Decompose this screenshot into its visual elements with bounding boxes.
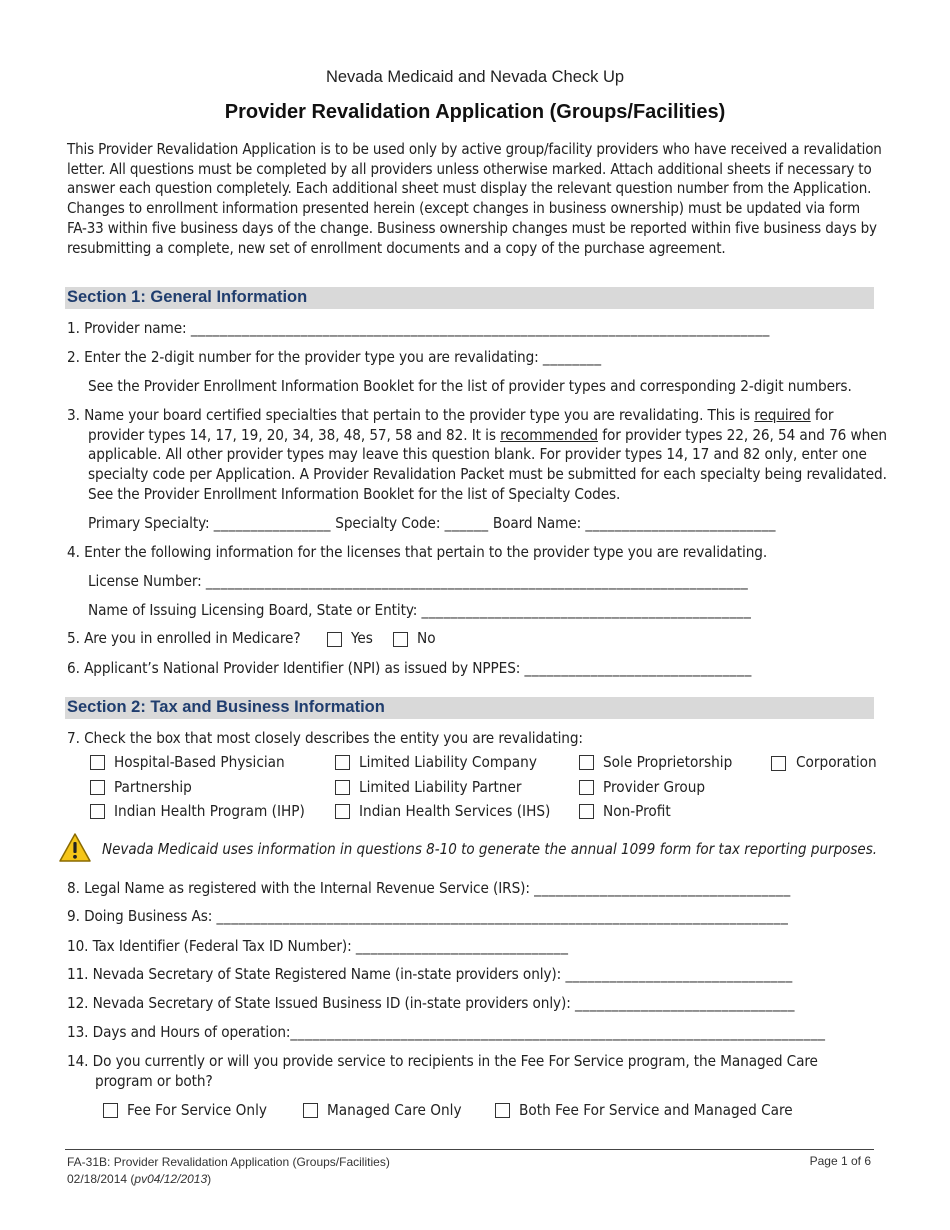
q11-label: 11. Nevada Secretary of State Registered Name (in-state providers only): [67, 965, 562, 983]
q3-specialties [67, 406, 887, 505]
q6-label: 6. Applicant’s National Provider Identifier (NPI) as issued by NPPES: [67, 659, 521, 677]
entity-hospital-physician-label: Hospital-Based Physician [114, 753, 285, 771]
q3-text-c: for provider types 22, 26, 54 and 76 when applicable. All other provider types may leave this question blank. For provider types 14, 17 and 82 only, enter one specialty code per Application. A Provider Revalidation Packet must be submitted for each specialty being revalidated. See the Provider Enrollment Information Booklet for the list of Specialty Codes. [88, 425, 887, 503]
q3-required: required [754, 406, 811, 424]
entity-ihs-checkbox[interactable] [335, 804, 350, 819]
q3-text-a: 3. Name your board certified specialties that pertain to the provider type you are revalidating. This is [67, 406, 755, 424]
q3-text-b: for provider types 14, 17, 19, 20, 34, 38, 48, 57, 58 and 82. It is [88, 406, 834, 444]
section-1-header [65, 287, 874, 309]
issuing-board-fill[interactable]: _____________________________________________ [421, 601, 752, 619]
footer-rule [65, 1149, 874, 1150]
q1-provider-name[interactable] [67, 319, 770, 337]
q8-fill-line[interactable]: ___________________________________ [534, 879, 791, 897]
q10-fill-line[interactable]: _____________________________ [355, 937, 569, 955]
entity-sole-proprietorship-checkbox[interactable] [579, 755, 594, 770]
q9-fill-line[interactable]: ______________________________________________________________________________ [216, 907, 789, 925]
entity-corporation-label: Corporation [796, 753, 877, 771]
board-name-fill[interactable]: __________________________ [585, 514, 776, 532]
q6-fill-line[interactable]: _______________________________ [524, 659, 752, 677]
entity-hospital-physician-checkbox[interactable] [90, 755, 105, 770]
q11-fill-line[interactable]: _______________________________ [565, 965, 793, 983]
entity-llc-checkbox[interactable] [335, 755, 350, 770]
q9-label: 9. Doing Business As: [67, 907, 213, 925]
q8-label: 8. Legal Name as registered with the Internal Revenue Service (IRS): [67, 879, 530, 897]
q10-label: 10. Tax Identifier (Federal Tax ID Number): [67, 937, 352, 955]
entity-non-profit-label: Non-Profit [603, 802, 671, 820]
q1-fill-line[interactable]: _______________________________________________________________________________ [190, 319, 770, 337]
intro-paragraph: This Provider Revalidation Application is to be used only by active group/facility providers who have received a revalidation letter. All questions must be completed by all providers unless otherwise marked. Attach additional sheets if necessary to answer each question completely. Each additional sheet must display the relevant question number from the Application. Changes to enrollment information presented herein (except changes in business ownership) must be updated via form FA-33 within five business days of the change. Business ownership changes must be reported within five business days by resubmitting a complete, new set of enrollment documents and a copy of the purchase agreement. [67, 140, 882, 257]
q3-recommended: recommended [500, 425, 599, 444]
q2-label: 2. Enter the 2-digit number for the provider type you are revalidating: [67, 348, 539, 366]
medicare-yes-label: Yes [351, 629, 373, 647]
q10-tax-id[interactable] [67, 937, 568, 955]
q13-hours[interactable] [67, 1023, 826, 1041]
medicare-no-label: No [417, 629, 436, 647]
entity-partnership-label: Partnership [114, 778, 192, 796]
q12-label: 12. Nevada Secretary of State Issued Business ID (in-state providers only): [67, 994, 571, 1012]
q2-provider-type[interactable] [67, 348, 602, 366]
tax-notice: Nevada Medicaid uses information in questions 8-10 to generate the annual 1099 form for tax reporting purposes. [102, 840, 878, 858]
section-1-title: Section 1: General Information [67, 288, 308, 306]
footer-page-number: Page 1 of 6 [809, 1154, 871, 1168]
form-title: Provider Revalidation Application (Groups/Facilities) [224, 101, 726, 123]
entity-provider-group-label: Provider Group [603, 778, 706, 796]
entity-ihp-label: Indian Health Program (IHP) [114, 802, 305, 820]
license-number-row[interactable] [88, 572, 748, 590]
section-2-header [65, 697, 874, 719]
q14-program [67, 1052, 857, 1091]
q13-label: 13. Days and Hours of operation: [67, 1023, 291, 1041]
primary-specialty-fill[interactable]: ________________ [213, 514, 332, 532]
footer-prev-version: pv04/12/2013 [134, 1172, 208, 1186]
program-both-label: Both Fee For Service and Managed Care [519, 1101, 793, 1119]
section-2-title: Section 2: Tax and Business Information [67, 698, 385, 716]
footer-form-info [67, 1154, 390, 1188]
q13-fill-line[interactable]: _________________________________________________________________________ [290, 1023, 826, 1041]
issuing-board-label: Name of Issuing Licensing Board, State or Entity: [88, 601, 418, 619]
specialty-code-fill[interactable]: ______ [444, 514, 489, 532]
specialty-row[interactable] [88, 514, 776, 532]
warning-icon [58, 832, 92, 864]
entity-non-profit-checkbox[interactable] [579, 804, 594, 819]
q9-dba[interactable] [67, 907, 788, 925]
entity-corporation-checkbox[interactable] [771, 756, 786, 771]
entity-partnership-checkbox[interactable] [90, 780, 105, 795]
q11-sos-name[interactable] [67, 965, 793, 983]
program-managed-care-label: Managed Care Only [327, 1101, 462, 1119]
footer-form-name: FA-31B: Provider Revalidation Application (Groups/Facilities) [67, 1155, 390, 1169]
medicare-yes-checkbox[interactable] [327, 632, 342, 647]
q12-sos-business-id[interactable] [67, 994, 795, 1012]
entity-ihp-checkbox[interactable] [90, 804, 105, 819]
entity-llp-label: Limited Liability Partner [359, 778, 522, 796]
specialty-code-label: Specialty Code: [335, 514, 441, 532]
entity-ihs-label: Indian Health Services (IHS) [359, 802, 551, 820]
q1-label: 1. Provider name: [67, 319, 187, 337]
q8-legal-name[interactable] [67, 879, 791, 897]
q7-entity-type: 7. Check the box that most closely describes the entity you are revalidating: [67, 729, 583, 747]
q2-note: See the Provider Enrollment Information Booklet for the list of provider types and corresponding 2-digit numbers. [88, 377, 852, 395]
entity-provider-group-checkbox[interactable] [579, 780, 594, 795]
program-both-checkbox[interactable] [495, 1103, 510, 1118]
q14-label: 14. Do you currently or will you provide service to recipients in the Fee For Service program, the Managed Care program or both? [67, 1052, 818, 1090]
program-ffs-checkbox[interactable] [103, 1103, 118, 1118]
program-ffs-label: Fee For Service Only [127, 1101, 267, 1119]
program-managed-care-checkbox[interactable] [303, 1103, 318, 1118]
entity-llp-checkbox[interactable] [335, 780, 350, 795]
entity-llc-label: Limited Liability Company [359, 753, 537, 771]
license-number-label: License Number: [88, 572, 202, 590]
q6-npi[interactable] [67, 659, 752, 677]
issuing-board-row[interactable] [88, 601, 751, 619]
license-number-fill[interactable]: __________________________________________________________________________ [205, 572, 749, 590]
primary-specialty-label: Primary Specialty: [88, 514, 210, 532]
agency-name: Nevada Medicaid and Nevada Check Up [325, 68, 625, 86]
board-name-label: Board Name: [492, 514, 582, 532]
medicare-no-checkbox[interactable] [393, 632, 408, 647]
q5-medicare: 5. Are you in enrolled in Medicare? [67, 629, 301, 647]
q4-licenses: 4. Enter the following information for the licenses that pertain to the provider type you are revalidating. [67, 543, 768, 561]
entity-sole-proprietorship-label: Sole Proprietorship [603, 753, 733, 771]
q2-fill-line[interactable]: ________ [542, 348, 602, 366]
footer-dates: 02/18/2014 (pv04/12/2013) [67, 1172, 212, 1186]
q12-fill-line[interactable]: ______________________________ [575, 994, 795, 1012]
footer-date: 02/18/2014 [67, 1172, 128, 1186]
